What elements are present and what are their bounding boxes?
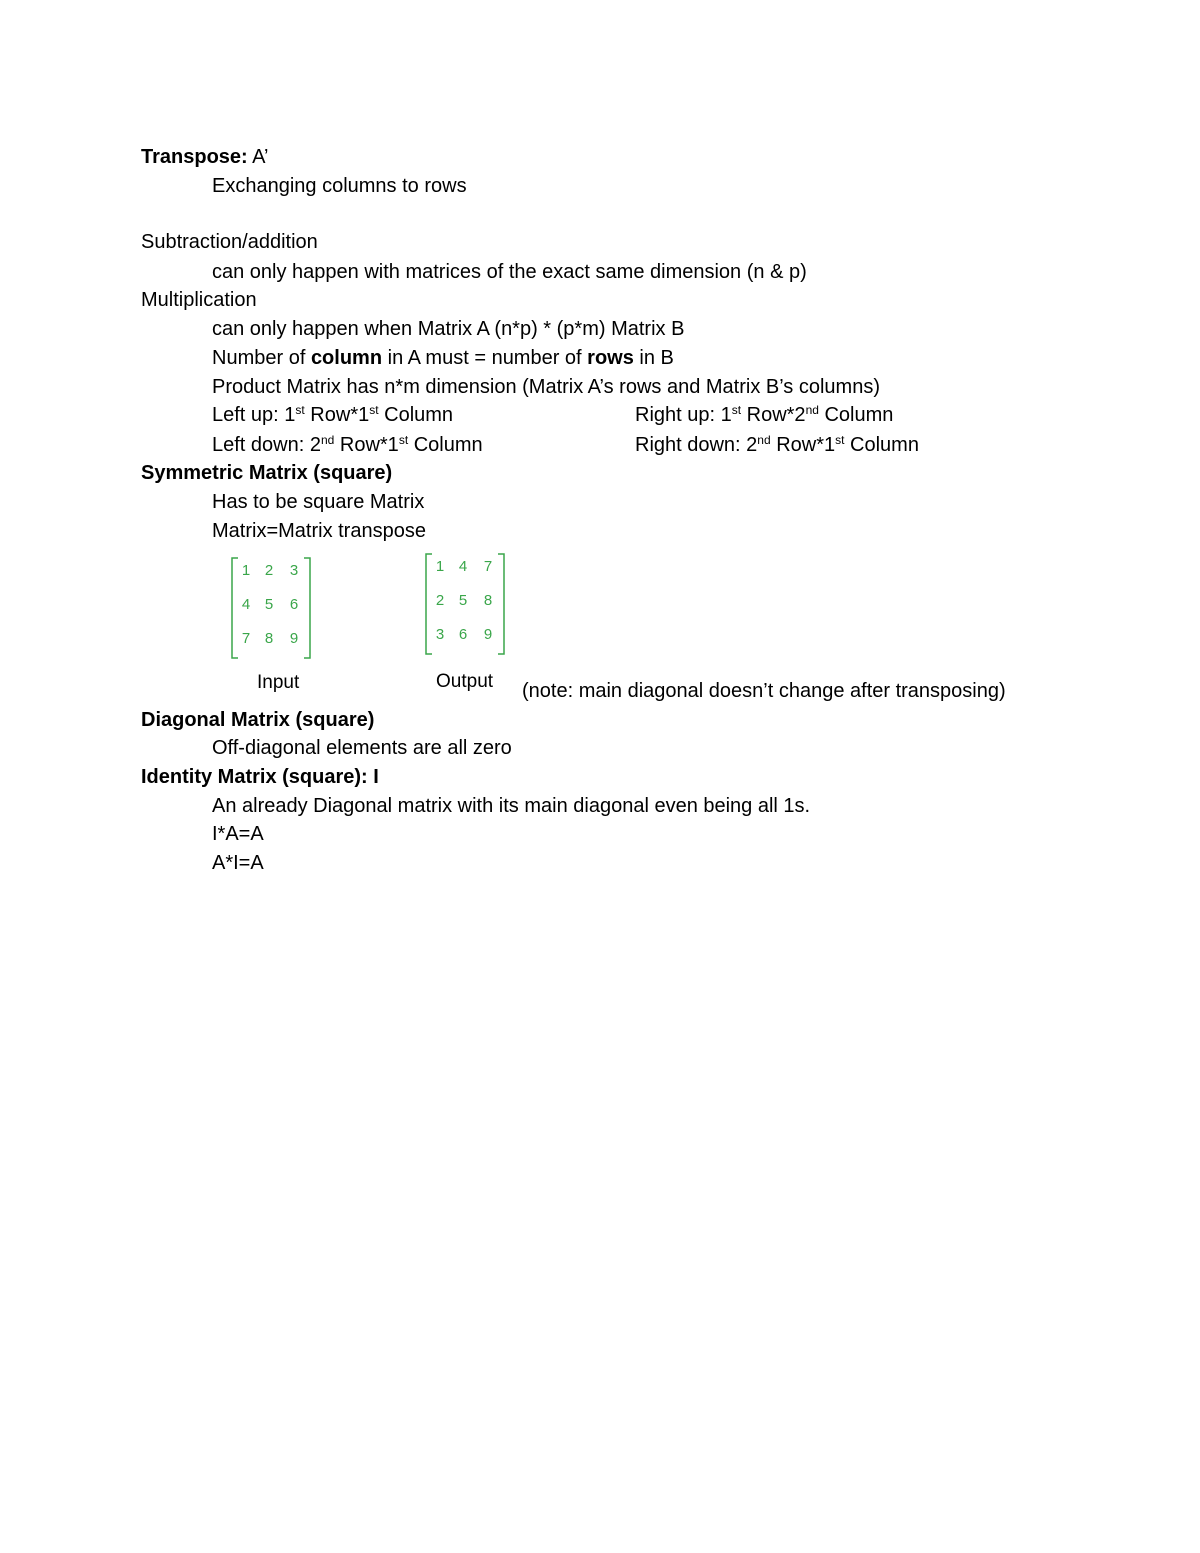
diagonal-note: (note: main diagonal doesn’t change after transposing) — [522, 680, 1006, 702]
left-down-mid: Row*1 — [334, 434, 399, 456]
subtraction-heading: Subtraction/addition — [141, 231, 318, 253]
multiplication-heading: Multiplication — [141, 289, 257, 311]
right-up-post: Column — [818, 404, 894, 426]
multiplication-condition-text-e: in B — [633, 347, 674, 369]
input-matrix-cell-r1-c2: 2 — [264, 562, 274, 579]
diagonal-description: Off-diagonal elements are all zero — [212, 737, 512, 759]
right-up-pre: Right up: 1 — [635, 404, 732, 426]
symmetric-rule-transpose: Matrix=Matrix transpose — [212, 520, 426, 542]
output-label: Output — [436, 671, 494, 692]
left-up-post: Column — [378, 404, 454, 426]
symmetric-heading-text: Symmetric Matrix (square) — [141, 462, 393, 484]
right-down-sup2: st — [835, 433, 845, 447]
output-matrix-cell-r3-c3: 9 — [483, 626, 493, 643]
right-down-sup1: nd — [757, 433, 771, 447]
input-matrix-cell-r2-c1: 4 — [241, 596, 251, 613]
left-down-post: Column — [408, 434, 483, 456]
identity-description: An already Diagonal matrix with its main diagonal even being all 1s. — [212, 795, 811, 817]
right-down-pre: Right down: 2 — [635, 434, 758, 456]
output-matrix-cell-r2-c1: 2 — [435, 592, 445, 609]
input-matrix-cell-r1-c3: 3 — [289, 562, 299, 579]
identity-equation-2: A*I=A — [212, 852, 264, 874]
transpose-symbol: A’ — [247, 146, 269, 168]
left-down-sup2: st — [398, 433, 409, 447]
product-dimension: Product Matrix has n*m dimension (Matrix A’s rows and Matrix B’s columns) — [212, 376, 880, 398]
left-down-rule — [212, 433, 483, 457]
right-up-sup2: nd — [805, 403, 819, 417]
right-down-rule — [635, 433, 919, 457]
multiplication-condition-rows: rows — [587, 347, 634, 369]
right-up-sup1: st — [731, 403, 742, 417]
symmetric-heading — [141, 461, 392, 485]
output-matrix-cell-r2-c3: 8 — [483, 592, 493, 609]
identity-heading-text: Identity Matrix (square): I — [141, 766, 379, 788]
output-matrix-cell-r1-c2: 4 — [458, 558, 468, 575]
multiplication-condition-text-c: in A must = number of — [382, 347, 588, 369]
right-up-mid: Row*2 — [741, 404, 806, 426]
output-matrix-cell-r1-c3: 7 — [483, 558, 493, 575]
left-up-sup2: st — [369, 403, 379, 417]
input-matrix-cell-r3-c1: 7 — [241, 630, 251, 647]
output-matrix-cell-r2-c2: 5 — [458, 592, 468, 609]
input-matrix-cell-r1-c1: 1 — [241, 562, 251, 579]
left-up-sup1: st — [295, 403, 305, 417]
right-down-post: Column — [844, 434, 919, 456]
input-matrix — [230, 556, 312, 660]
diagonal-heading-text: Diagonal Matrix (square) — [141, 709, 375, 731]
multiplication-condition-text-a: Number of — [212, 347, 311, 369]
input-matrix-cell-r3-c3: 9 — [289, 630, 299, 647]
input-matrix-cell-r2-c2: 5 — [264, 596, 274, 613]
multiplication-condition-column: column — [310, 347, 383, 369]
identity-heading — [141, 765, 379, 789]
diagonal-heading — [141, 708, 374, 732]
left-up-pre: Left up: 1 — [212, 404, 296, 426]
input-matrix-cell-r2-c3: 6 — [289, 596, 299, 613]
symmetric-rule-square: Has to be square Matrix — [212, 491, 425, 513]
left-up-rule — [212, 403, 453, 427]
left-down-sup1: nd — [320, 433, 335, 447]
multiplication-condition — [212, 346, 674, 370]
transpose-description: Exchanging columns to rows — [212, 175, 467, 197]
subtraction-description: can only happen with matrices of the exact same dimension (n & p) — [212, 261, 807, 283]
right-down-mid: Row*1 — [770, 434, 836, 456]
multiplication-rule: can only happen when Matrix A (n*p) * (p*m) Matrix B — [212, 318, 685, 340]
left-down-pre: Left down: 2 — [212, 434, 321, 456]
input-label: Input — [257, 672, 300, 693]
identity-equation-1: I*A=A — [212, 823, 264, 845]
output-matrix-cell-r3-c2: 6 — [458, 626, 468, 643]
transpose-heading-line — [141, 145, 268, 169]
transpose-heading: Transpose: — [141, 146, 248, 168]
left-up-mid: Row*1 — [304, 404, 370, 426]
input-matrix-cell-r3-c2: 8 — [264, 630, 274, 647]
right-up-rule — [635, 403, 893, 427]
output-matrix — [424, 552, 506, 656]
output-matrix-cell-r3-c1: 3 — [435, 626, 445, 643]
output-matrix-cell-r1-c1: 1 — [435, 558, 445, 575]
